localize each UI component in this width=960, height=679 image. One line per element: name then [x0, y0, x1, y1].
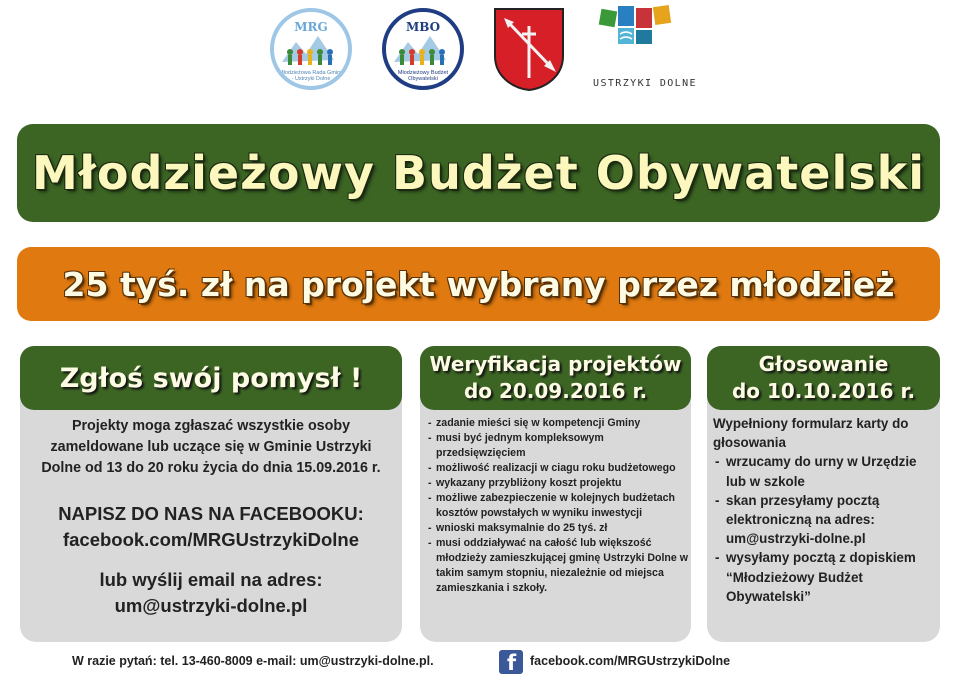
facebook-icon[interactable]: [499, 650, 523, 674]
verification-heading-line1: Weryfikacja projektów: [429, 352, 682, 376]
page-title: Młodzieżowy Budżet Obywatelski: [32, 146, 925, 200]
verification-criteria-list: [426, 416, 688, 596]
verification-heading-line2: do 20.09.2016 r.: [463, 379, 648, 403]
voting-body: [713, 414, 937, 606]
list-item: - musi oddziaływać na całość lub większość młodzieży zamieszkującej gminę Ustrzyki Dolne w takim samym stopniu, niezależnie od miejsca zamieszkania i szkoły.: [426, 536, 688, 596]
voting-heading-line2: do 10.10.2016 r.: [731, 379, 916, 403]
list-item: - możliwe zabezpieczenie w kolejnych budżetach kosztów powstałych w wyniku inwestycji: [426, 491, 688, 521]
list-item: - wnioski maksymalnie do 25 tyś. zł: [426, 521, 688, 536]
mbo-logo: [382, 8, 464, 90]
facebook-heading: NAPISZ DO NAS NA FACEBOOKU:: [58, 503, 364, 524]
mbo-logo-acronym: MBO: [405, 20, 441, 34]
list-item: - wysyłamy pocztą z dopiskiem “Młodzieżowy Budżet Obywatelski”: [713, 548, 937, 606]
ustrzyki-logo-icon: [598, 4, 690, 48]
facebook-icon-letter: f: [507, 651, 517, 675]
voting-methods-list: [713, 452, 937, 606]
list-item: - musi być jednym kompleksowym przedsięwzięciem: [426, 431, 688, 461]
submit-idea-body: [32, 416, 390, 619]
subtitle-banner: [17, 247, 940, 321]
facebook-link[interactable]: facebook.com/MRGUstrzykiDolne: [62, 529, 360, 550]
ustrzyki-logo-label: USTRZYKI DOLNE: [593, 78, 697, 89]
voting-intro: Wypełniony formularz karty do głosowania: [713, 416, 909, 451]
footer-contact: W razie pytań: tel. 13-460-8009 e-mail: um@ustrzyki-dolne.pl.: [72, 654, 434, 668]
email-heading: lub wyślij email na adres:: [99, 569, 323, 590]
mbo-ring-text: Młodzieżowy Budżet Obywatelski: [397, 70, 449, 82]
mrg-logo-acronym: MRG: [294, 20, 328, 34]
submit-idea-heading: [20, 346, 402, 410]
title-banner: [17, 124, 940, 222]
eligibility-text: Projekty moga zgłaszać wszystkie osoby zameldowane lub uczące się w Gminie Ustrzyki Dolne od 13 do 20 roku życia do dnia 15.09.2016 r.: [41, 418, 381, 476]
list-item: - możliwość realizacji w ciagu roku budżetowego: [426, 461, 688, 476]
list-item: - wrzucamy do urny w Urzędzie lub w szkole: [713, 452, 937, 490]
list-item: - wykazany przybliżony koszt projektu: [426, 476, 688, 491]
page-subtitle: 25 tyś. zł na projekt wybrany przez młodzież: [62, 264, 895, 304]
coat-of-arms-icon: [492, 6, 566, 92]
voting-heading-line1: Głosowanie: [758, 352, 889, 376]
voting-heading: [707, 346, 940, 410]
email-link[interactable]: um@ustrzyki-dolne.pl: [114, 595, 308, 616]
list-item: - zadanie mieści się w kompetencji Gminy: [426, 416, 688, 431]
mrg-ring-text: Młodzieżowa Rada Gminy - Ustrzyki Dolne: [279, 70, 343, 82]
mrg-logo: [270, 8, 352, 90]
verification-heading: [420, 346, 691, 410]
footer-facebook-link[interactable]: facebook.com/MRGUstrzykiDolne: [530, 654, 731, 668]
submit-idea-heading-text: Zgłoś swój pomysł !: [59, 362, 363, 394]
list-item: - skan przesyłamy pocztą elektroniczną na adres: um@ustrzyki-dolne.pl: [713, 491, 937, 549]
